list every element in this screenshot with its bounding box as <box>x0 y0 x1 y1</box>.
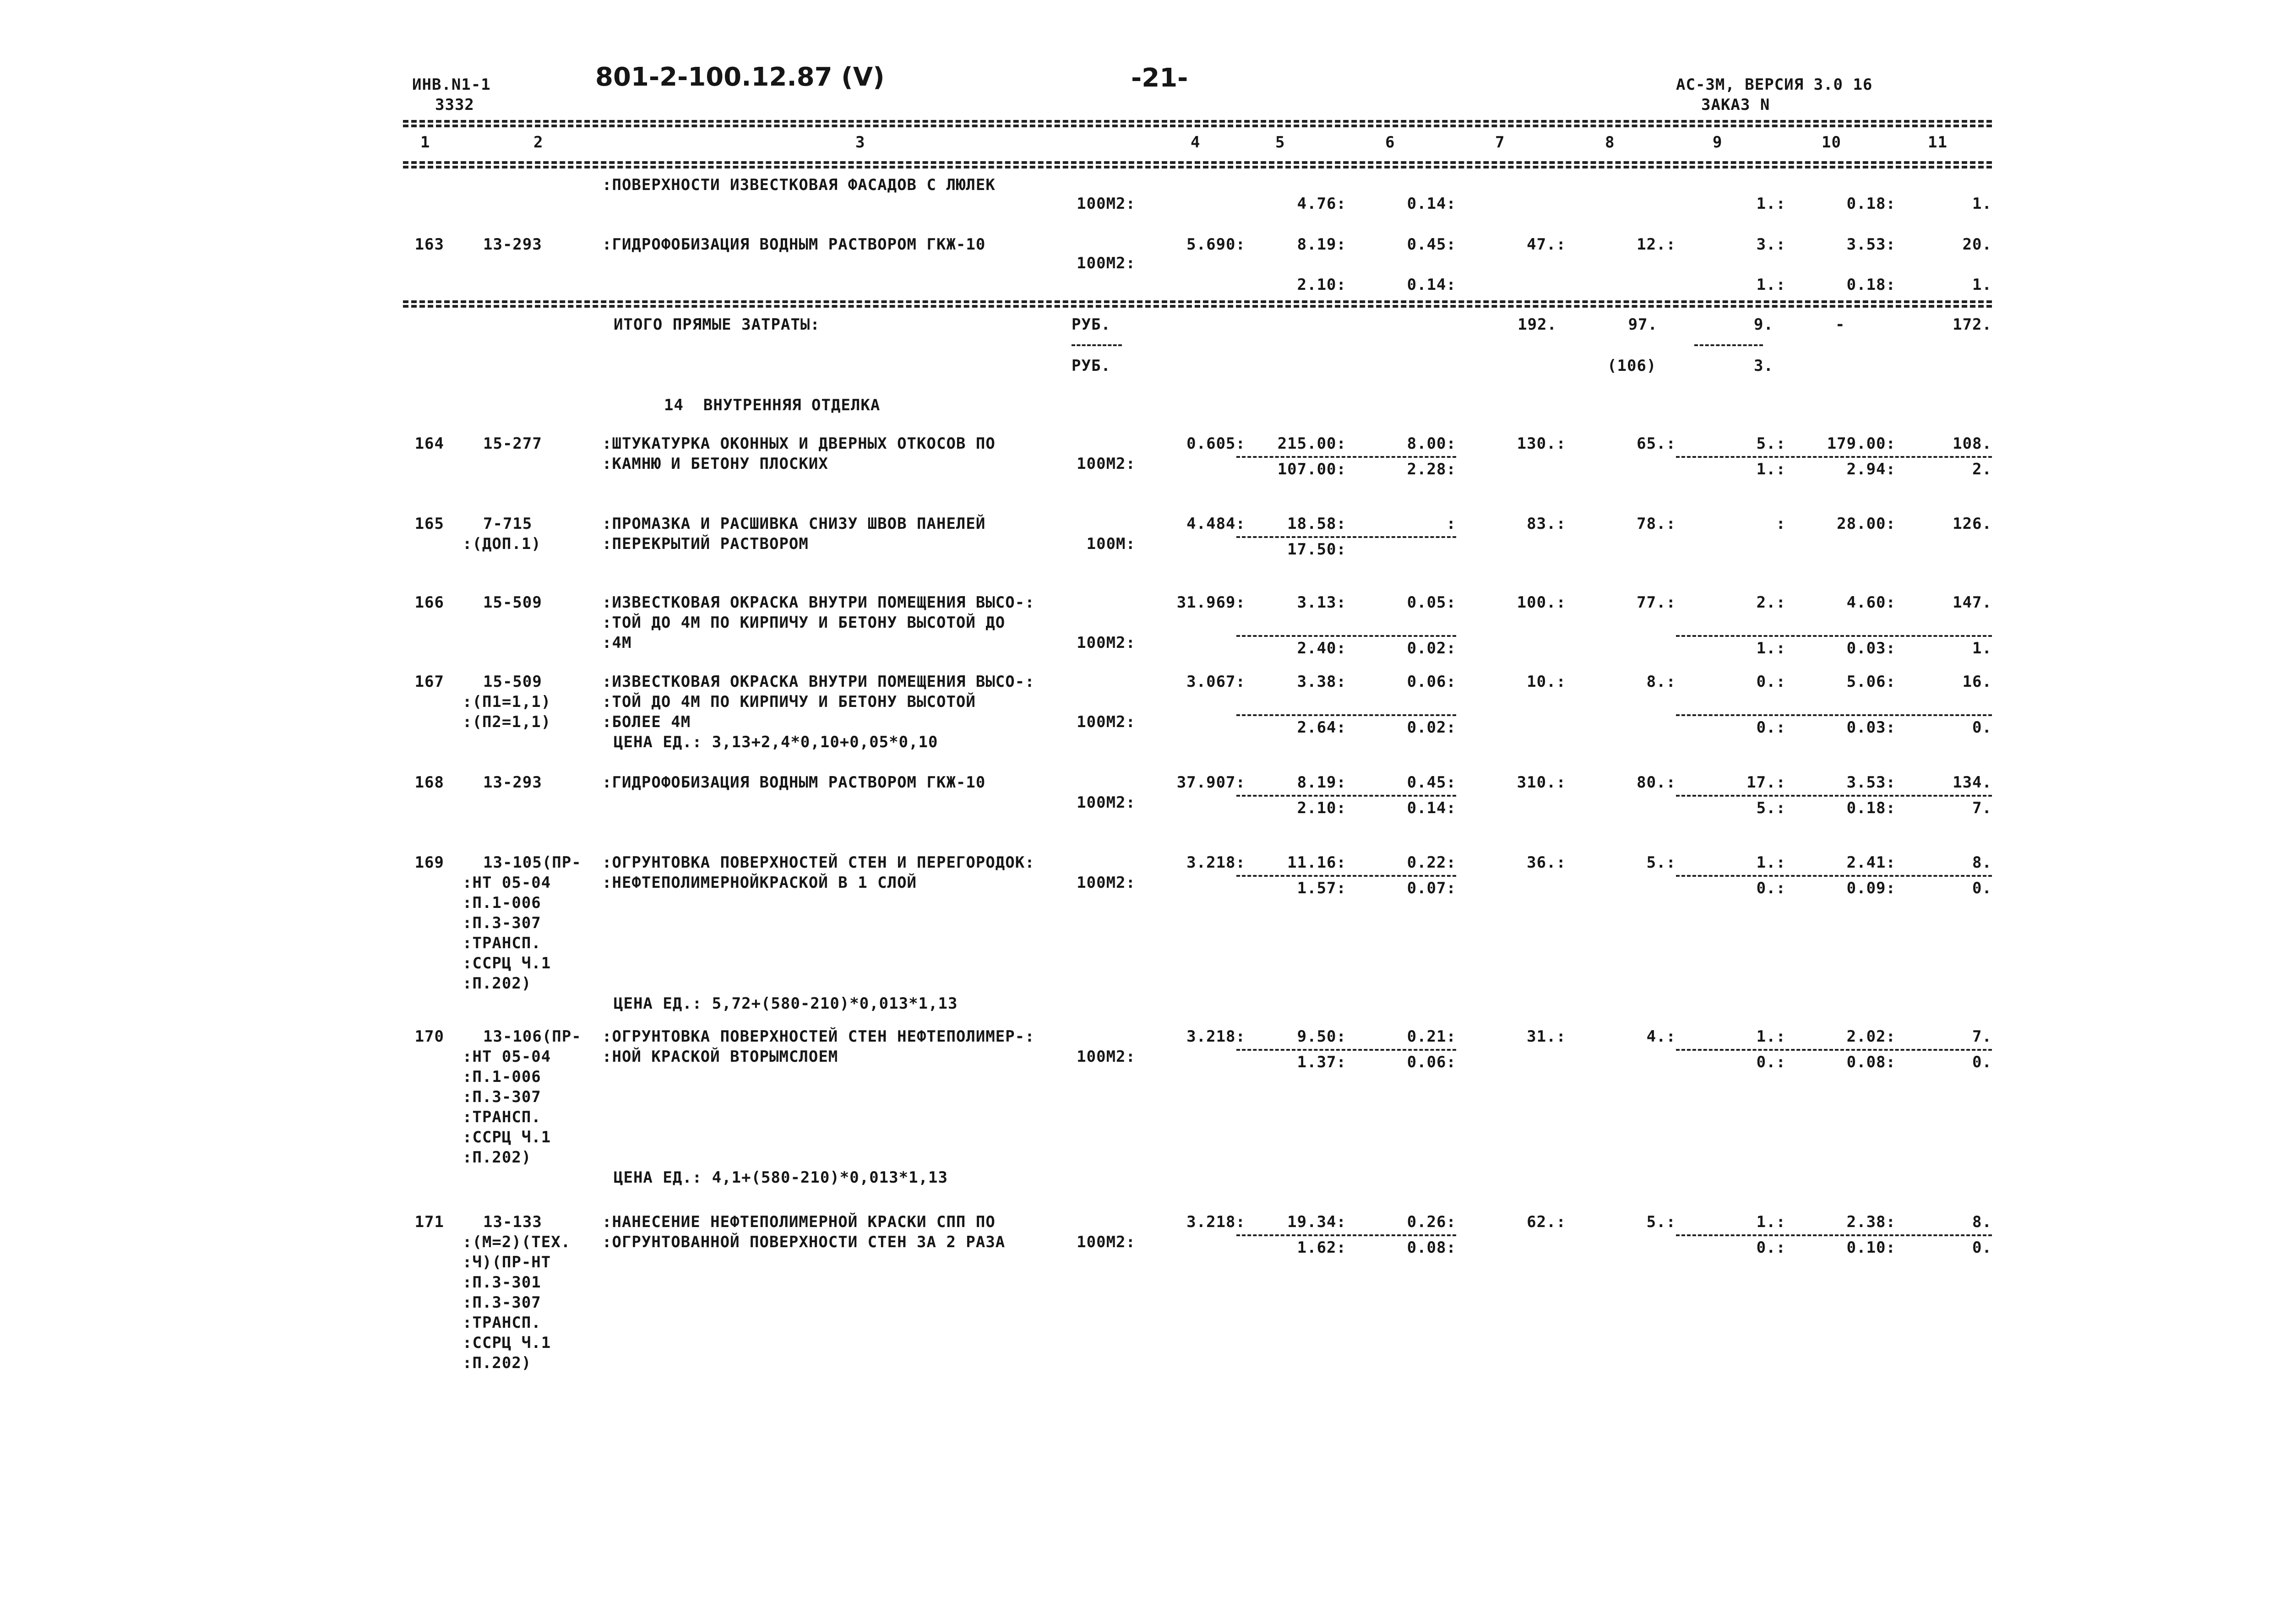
row-code-line: :ССРЦ Ч.1 <box>462 1334 551 1352</box>
cell-col6-sub: 0.14: <box>1407 276 1456 294</box>
cell-col11-sub: 0. <box>1972 1053 1992 1071</box>
cell-col10: 2.02: <box>1846 1027 1896 1046</box>
row-code-line: 13-133 <box>483 1213 542 1231</box>
row-number: 166 <box>414 593 444 612</box>
cell-col9: 17.: <box>1746 773 1786 792</box>
row-text-line: :ОГРУНТОВКА ПОВЕРХНОСТЕЙ СТЕН НЕФТЕПОЛИМЕР-: <box>602 1027 1035 1046</box>
cell-col4: 3.218: <box>1186 853 1246 872</box>
cell-col9: 1.: <box>1756 1213 1786 1231</box>
cell-col8: 77.: <box>1637 593 1676 612</box>
row-code-line: 13-105(ПР- <box>483 853 582 872</box>
subtotal-rule-5-6 <box>1236 1234 1456 1236</box>
cell-col9: 2.: <box>1756 593 1786 612</box>
row-text: :ГИДРОФОБИЗАЦИЯ ВОДНЫМ РАСТВОРОМ ГКЖ-10 <box>602 235 986 254</box>
row-code-line: :(ДОП.1) <box>462 535 541 553</box>
row-code-line: :П.3-301 <box>462 1273 541 1292</box>
cell-col7: 83.: <box>1527 515 1566 533</box>
row-text-line: :ПРОМАЗКА И РАСШИВКА СНИЗУ ШВОВ ПАНЕЛЕЙ <box>602 515 986 533</box>
row-unit: 100М2: <box>1077 254 1136 272</box>
cell-col11: 20. <box>1962 235 1992 254</box>
totals-unit: РУБ. <box>1072 315 1111 334</box>
col-header-8: 8 <box>1605 133 1615 152</box>
cell-col5-sub: 17.50: <box>1287 540 1346 559</box>
cell-col9: 1.: <box>1756 853 1786 872</box>
row-code-line: :ТРАНСП. <box>462 934 541 952</box>
row-unit: 100М2: <box>1077 713 1136 731</box>
cell-col5-sub: 1.37: <box>1297 1053 1346 1071</box>
cell-col11-sub: 2. <box>1972 460 1992 478</box>
cell-col5: 3.38: <box>1297 673 1346 691</box>
cell-col11-sub: 0. <box>1972 1238 1992 1257</box>
cell-col11: 16. <box>1962 673 1992 691</box>
totals-col7: 192. <box>1518 315 1557 334</box>
cell-col6-sub: 0.02: <box>1407 639 1456 657</box>
document-code: 801-2-100.12.87 (V) <box>595 62 885 92</box>
cell-col10-sub: 2.94: <box>1846 460 1896 478</box>
cell-col9-sub: 0.: <box>1756 718 1786 737</box>
row-unit: 100М2: <box>1077 874 1136 892</box>
row-code-line: :П.3-307 <box>462 914 541 932</box>
cell-col8: 4.: <box>1646 1027 1676 1046</box>
cell-col11: 147. <box>1953 593 1992 612</box>
row-text-line: :ГИДРОФОБИЗАЦИЯ ВОДНЫМ РАСТВОРОМ ГКЖ-10 <box>602 773 986 792</box>
cell-col10-sub: 0.09: <box>1846 879 1896 897</box>
cell-col10: 4.60: <box>1846 593 1896 612</box>
row-code-line: :НТ 05-04 <box>462 874 551 892</box>
cell-col6-sub: 0.07: <box>1407 879 1456 897</box>
cell-col10: 5.06: <box>1846 673 1896 691</box>
row-number: 167 <box>414 673 444 691</box>
cell-col5-sub: 2.64: <box>1297 718 1346 737</box>
cell-col6-sub: 2.28: <box>1407 460 1456 478</box>
cell-col8: 78.: <box>1637 515 1676 533</box>
cell-col6: 0.06: <box>1407 673 1456 691</box>
totals-col8: 97. <box>1628 315 1658 334</box>
cell-col9-sub: 1.: <box>1756 460 1786 478</box>
cell-col8: 65.: <box>1637 435 1676 453</box>
subtotal-rule-5-6 <box>1236 635 1456 637</box>
cell-col4: 31.969: <box>1176 593 1246 612</box>
cell-col8: 5.: <box>1646 853 1676 872</box>
cell-col9-sub: 0.: <box>1756 1053 1786 1071</box>
row-text: :ПОВЕРХНОСТИ ИЗВЕСТКОВАЯ ФАСАДОВ С ЛЮЛЕК <box>602 176 996 194</box>
cell-col11-sub: 1. <box>1972 639 1992 657</box>
col-header-4: 4 <box>1191 133 1201 152</box>
row-code-line: :(П2=1,1) <box>462 713 551 731</box>
col-header-3: 3 <box>855 133 865 152</box>
cell-col9: 0.: <box>1756 673 1786 691</box>
row-text-line: :НОЙ КРАСКОЙ ВТОРЫМСЛОЕМ <box>602 1048 838 1066</box>
cell-col10: 3.53: <box>1846 773 1896 792</box>
cell-col6-sub: 0.08: <box>1407 1238 1456 1257</box>
program-version: АС-3М, ВЕРСИЯ 3.0 16 <box>1676 76 1873 94</box>
cell-col6-sub: 0.06: <box>1407 1053 1456 1071</box>
row-unit: 100М2: <box>1077 634 1136 652</box>
row-text-line: :НАНЕСЕНИЕ НЕФТЕПОЛИМЕРНОЙ КРАСКИ СПП ПО <box>602 1213 996 1231</box>
row-code-line: :П.3-307 <box>462 1293 541 1312</box>
cell-col9: 1.: <box>1756 195 1786 213</box>
cell-col10-sub: 0.03: <box>1846 639 1896 657</box>
col-header-10: 10 <box>1822 133 1841 152</box>
cell-col10-sub: 0.18: <box>1846 276 1896 294</box>
cell-col11: 8. <box>1972 853 1992 872</box>
cell-col10: 3.53: <box>1846 235 1896 254</box>
row-number: 165 <box>414 515 444 533</box>
row-code-line: :П.3-307 <box>462 1088 541 1106</box>
row-unit: 100М2: <box>1077 1233 1136 1251</box>
cell-col4: 3.218: <box>1186 1213 1246 1231</box>
row-code-line: :ТРАНСП. <box>462 1108 541 1126</box>
row-code-line: 15-509 <box>483 593 542 612</box>
cell-col5: 9.50: <box>1297 1027 1346 1046</box>
totals-col8-alt: (106) <box>1607 357 1657 375</box>
cell-col10-sub: 0.08: <box>1846 1053 1896 1071</box>
row-code-line: :П.1-006 <box>462 894 541 912</box>
cell-col6-sub: 0.02: <box>1407 718 1456 737</box>
col-header-5: 5 <box>1275 133 1285 152</box>
row-code-line: :П.202) <box>462 1354 532 1372</box>
row-unit: 100М2: <box>1077 793 1136 812</box>
col-header-6: 6 <box>1385 133 1395 152</box>
totals-col9-alt: 3. <box>1754 357 1774 375</box>
subtotal-rule-5-6 <box>1236 1049 1456 1051</box>
row-code-line: 7-715 <box>483 515 533 533</box>
cell-col6: : <box>1446 515 1456 533</box>
totals-col9-rule <box>1694 344 1763 346</box>
totals-rule-bottom <box>403 305 1992 308</box>
row-text-line: :ТОЙ ДО 4М ПО КИРПИЧУ И БЕТОНУ ВЫСОТОЙ <box>602 693 976 711</box>
col-header-1: 1 <box>420 133 430 152</box>
totals-col9: 9. <box>1754 315 1774 334</box>
inventory-number: 3332 <box>435 96 474 114</box>
cell-col7: 10.: <box>1527 673 1566 691</box>
cell-col4: 5.690: <box>1186 235 1246 254</box>
cell-col9: 1.: <box>1756 1027 1786 1046</box>
row-text-line: :ИЗВЕСТКОВАЯ ОКРАСКА ВНУТРИ ПОМЕЩЕНИЯ ВЫСО-: <box>602 593 1035 612</box>
subtotal-rule-5-6 <box>1236 536 1456 538</box>
row-text-line: :ОГРУНТОВКА ПОВЕРХНОСТЕЙ СТЕН И ПЕРЕГОРОДОК: <box>602 853 1035 872</box>
cell-col10: 2.38: <box>1846 1213 1896 1231</box>
header-rule-bottom <box>403 125 1992 127</box>
row-number: 171 <box>414 1213 444 1231</box>
section-title: 14 ВНУТРЕННЯЯ ОТДЕЛКА <box>664 396 881 414</box>
row-unit: 100М2: <box>1077 455 1136 473</box>
totals-col10: - <box>1835 315 1845 334</box>
cell-col8: 80.: <box>1637 773 1676 792</box>
row-code-line: :ТРАНСП. <box>462 1314 541 1332</box>
row-code-line: 15-509 <box>483 673 542 691</box>
cell-col11: 126. <box>1953 515 1992 533</box>
subtotal-rule-9-11 <box>1676 1049 1992 1051</box>
cell-col9-sub: 0.: <box>1756 1238 1786 1257</box>
cell-col11-sub: 1. <box>1972 276 1992 294</box>
row-code-line: :(П1=1,1) <box>462 693 551 711</box>
row-unit: 100М2: <box>1077 1048 1136 1066</box>
row-text-line: :НЕФТЕПОЛИМЕРНОЙКРАСКОЙ В 1 СЛОЙ <box>602 874 917 892</box>
cell-col5-sub: 2.10: <box>1297 799 1346 817</box>
cell-col9-sub: 1.: <box>1756 276 1786 294</box>
cell-col6: 8.00: <box>1407 435 1456 453</box>
cell-col5: 3.13: <box>1297 593 1346 612</box>
cell-col10-sub: 0.18: <box>1846 799 1896 817</box>
cell-col11: 134. <box>1953 773 1992 792</box>
cell-col4: 3.067: <box>1186 673 1246 691</box>
cell-col9: : <box>1776 515 1786 533</box>
subtotal-rule-9-11 <box>1676 456 1992 458</box>
col-header-7: 7 <box>1495 133 1505 152</box>
cell-col8: 8.: <box>1646 673 1676 691</box>
cell-col11: 108. <box>1953 435 1992 453</box>
row-code-line: :П.202) <box>462 1148 532 1167</box>
cell-col5: 8.19: <box>1297 235 1346 254</box>
cell-col6: 0.22: <box>1407 853 1456 872</box>
row-code-line: 15-277 <box>483 435 542 453</box>
cell-col5: 11.16: <box>1287 853 1346 872</box>
row-text-line: :ИЗВЕСТКОВАЯ ОКРАСКА ВНУТРИ ПОМЕЩЕНИЯ ВЫСО-: <box>602 673 1035 691</box>
cell-col5-sub: 107.00: <box>1277 460 1346 478</box>
row-number: 170 <box>414 1027 444 1046</box>
cell-col5-sub: 1.62: <box>1297 1238 1346 1257</box>
cell-col4: 0.605: <box>1186 435 1246 453</box>
cell-col6: 0.45: <box>1407 235 1456 254</box>
col-header-11: 11 <box>1928 133 1948 152</box>
cell-col8: 5.: <box>1646 1213 1676 1231</box>
row-number: 163 <box>414 235 444 254</box>
header-rule-top <box>403 120 1992 123</box>
subtotal-rule-5-6 <box>1236 714 1456 716</box>
cell-col9: 3.: <box>1756 235 1786 254</box>
subtotal-rule-5-6 <box>1236 456 1456 458</box>
cell-col7: 100.: <box>1517 593 1566 612</box>
cell-col10: 0.18: <box>1846 195 1896 213</box>
cell-col5: 19.34: <box>1287 1213 1346 1231</box>
cell-col10: 179.00: <box>1827 435 1896 453</box>
cell-col11: 7. <box>1972 1027 1992 1046</box>
row-unit: 100М2: <box>1077 195 1136 213</box>
cell-col5: 215.00: <box>1277 435 1346 453</box>
unit-price-formula: ЦЕНА ЕД.: 3,13+2,4*0,10+0,05*0,10 <box>614 733 938 751</box>
cell-col7: 31.: <box>1527 1027 1566 1046</box>
cell-col11-sub: 0. <box>1972 718 1992 737</box>
cell-col10-sub: 0.10: <box>1846 1238 1896 1257</box>
cell-col4: 37.907: <box>1176 773 1246 792</box>
totals-col11: 172. <box>1953 315 1992 334</box>
row-code-line: :ССРЦ Ч.1 <box>462 1128 551 1146</box>
cell-col7: 130.: <box>1517 435 1566 453</box>
cell-col9-sub: 5.: <box>1756 799 1786 817</box>
row-code: 13-293 <box>483 235 542 254</box>
col-header-9: 9 <box>1713 133 1723 152</box>
row-text-line: :ШТУКАТУРКА ОКОННЫХ И ДВЕРНЫХ ОТКОСОВ ПО <box>602 435 996 453</box>
cell-col11-sub: 0. <box>1972 879 1992 897</box>
row-number: 168 <box>414 773 444 792</box>
subtotal-rule-9-11 <box>1676 875 1992 877</box>
cell-col7: 47.: <box>1527 235 1566 254</box>
cell-col6-sub: 0.14: <box>1407 799 1456 817</box>
cell-col9-sub: 0.: <box>1756 879 1786 897</box>
cell-col4: 3.218: <box>1186 1027 1246 1046</box>
cell-col6: 0.26: <box>1407 1213 1456 1231</box>
cell-col5: 18.58: <box>1287 515 1346 533</box>
cell-col6: 0.21: <box>1407 1027 1456 1046</box>
page-number: -21- <box>1131 63 1188 93</box>
row-code-line: :НТ 05-04 <box>462 1048 551 1066</box>
cell-col10-sub: 0.03: <box>1846 718 1896 737</box>
row-number: 164 <box>414 435 444 453</box>
cell-col7: 36.: <box>1527 853 1566 872</box>
cell-col7: 310.: <box>1517 773 1566 792</box>
cell-col6: 0.14: <box>1407 195 1456 213</box>
column-header-rule-bottom <box>403 166 1992 168</box>
row-code-line: :ССРЦ Ч.1 <box>462 954 551 972</box>
unit-price-formula: ЦЕНА ЕД.: 5,72+(580-210)*0,013*1,13 <box>614 994 958 1013</box>
cell-col5-sub: 2.40: <box>1297 639 1346 657</box>
cell-col5-sub: 1.57: <box>1297 879 1346 897</box>
cell-col7: 62.: <box>1527 1213 1566 1231</box>
row-code-line: :(М=2)(ТЕХ. <box>462 1233 571 1251</box>
row-number: 169 <box>414 853 444 872</box>
row-unit: 100М: <box>1086 535 1136 553</box>
row-code-line: :П.1-006 <box>462 1068 541 1086</box>
cell-col8: 12.: <box>1637 235 1676 254</box>
cell-col5-sub: 2.10: <box>1297 276 1346 294</box>
row-text-line: :КАМНЮ И БЕТОНУ ПЛОСКИХ <box>602 455 828 473</box>
cell-col5: 4.76: <box>1297 195 1346 213</box>
row-code-line: 13-106(ПР- <box>483 1027 582 1046</box>
row-code-line: 13-293 <box>483 773 542 792</box>
order-label: ЗАКАЗ N <box>1701 96 1770 114</box>
subtotal-rule-9-11 <box>1676 635 1992 637</box>
inventory-label: ИНВ.N1-1 <box>412 76 491 94</box>
cell-col4: 4.484: <box>1186 515 1246 533</box>
cell-col6: 0.45: <box>1407 773 1456 792</box>
row-code-line: :П.202) <box>462 974 532 993</box>
cell-col9-sub: 1.: <box>1756 639 1786 657</box>
cell-col11: 1. <box>1972 195 1992 213</box>
cell-col11: 8. <box>1972 1213 1992 1231</box>
subtotal-rule-9-11 <box>1676 1234 1992 1236</box>
subtotal-rule-5-6 <box>1236 875 1456 877</box>
row-text-line: :4М <box>602 634 632 652</box>
subtotal-rule-9-11 <box>1676 714 1992 716</box>
cell-col11-sub: 7. <box>1972 799 1992 817</box>
subtotal-rule-9-11 <box>1676 795 1992 797</box>
totals-rule-top <box>403 300 1992 303</box>
subtotal-rule-5-6 <box>1236 795 1456 797</box>
row-text-line: :ОГРУНТОВАННОЙ ПОВЕРХНОСТИ СТЕН ЗА 2 РАЗА <box>602 1233 1006 1251</box>
unit-price-formula: ЦЕНА ЕД.: 4,1+(580-210)*0,013*1,13 <box>614 1168 948 1187</box>
cell-col6: 0.05: <box>1407 593 1456 612</box>
totals-label: ИТОГО ПРЯМЫЕ ЗАТРАТЫ: <box>614 315 820 334</box>
cell-col5: 8.19: <box>1297 773 1346 792</box>
cell-col9: 5.: <box>1756 435 1786 453</box>
row-text-line: :ТОЙ ДО 4М ПО КИРПИЧУ И БЕТОНУ ВЫСОТОЙ ДО <box>602 614 1006 632</box>
totals-unit-rule <box>1072 344 1122 346</box>
cell-col10: 28.00: <box>1837 515 1896 533</box>
totals-unit-2: РУБ. <box>1072 357 1111 375</box>
row-code-line: :Ч)(ПР-НТ <box>462 1253 551 1271</box>
column-header-rule-top <box>403 161 1992 164</box>
row-text-line: :ПЕРЕКРЫТИЙ РАСТВОРОМ <box>602 535 809 553</box>
col-header-2: 2 <box>533 133 544 152</box>
row-text-line: :БОЛЕЕ 4М <box>602 713 691 731</box>
cell-col10: 2.41: <box>1846 853 1896 872</box>
